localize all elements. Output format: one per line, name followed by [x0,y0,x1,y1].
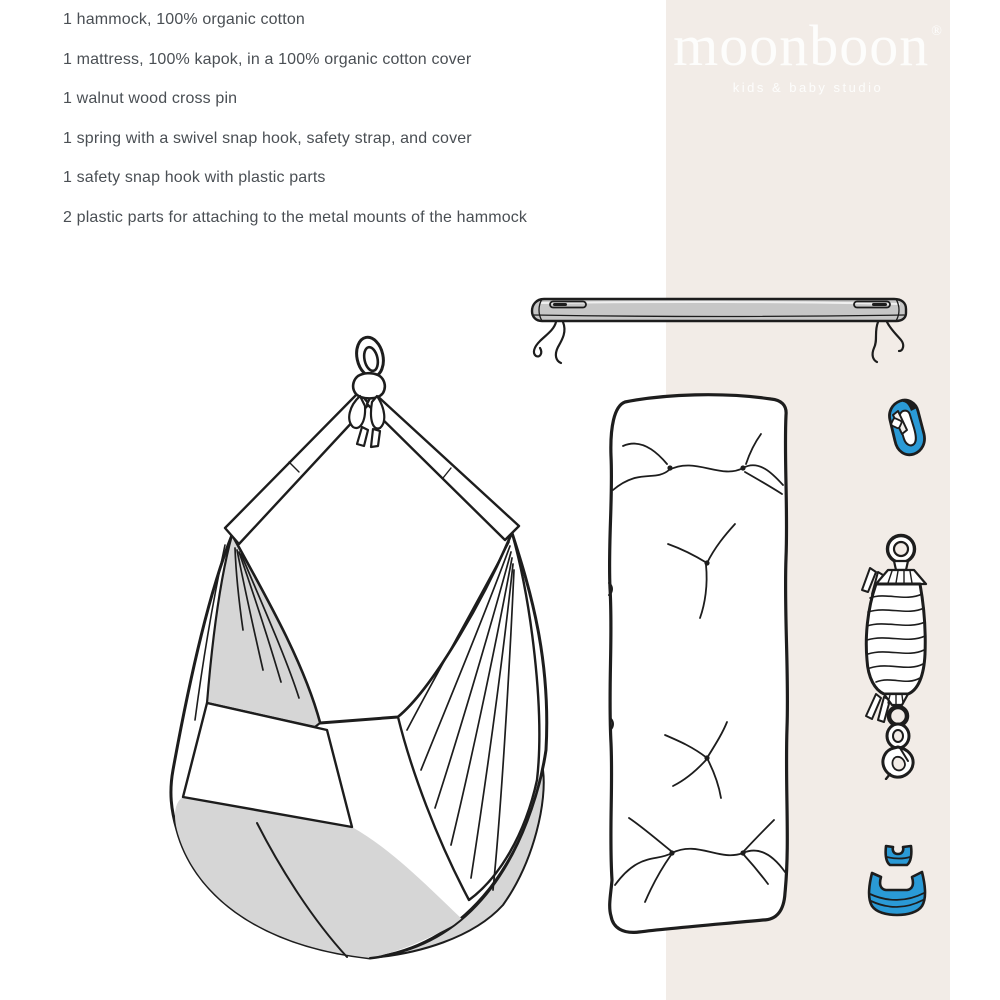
hammock-knot-bow [349,373,385,447]
brand-logo [666,13,950,78]
spring-top-ring [888,536,915,563]
carabiner-illustration [881,396,929,460]
swivel-ring [889,707,907,725]
parts-list-item: 2 plastic parts for attaching to the metal mounts of the hammock [63,208,528,226]
plastic-parts-illustration [862,838,932,922]
brand-tagline: kids & baby studio [732,79,884,95]
parts-list-item: 1 mattress, 100% kapok, in a 100% organic cotton cover [63,50,472,68]
parts-list-item: 1 hammock, 100% organic cotton [63,11,305,28]
parts-list [63,0,527,237]
plastic-part-large [869,872,925,915]
parts-list-item: 1 spring with a swivel snap hook, safety strap, and cover [63,129,472,147]
plastic-part-small [886,846,912,865]
swivel-snap-hook [883,747,913,779]
parts-list-item: 1 walnut wood cross pin [63,90,238,107]
brand-wordmark: moonboon [673,13,930,78]
registered-trademark-symbol: ® [931,24,943,39]
mattress-illustration [601,388,795,940]
hammock-illustration [163,330,587,970]
hammock-strap-right [367,392,519,540]
parts-list-item: 1 safety snap hook with plastic parts [63,169,326,186]
bar-strap-strings-right [873,322,904,362]
spring-illustration [850,528,934,780]
hammock-strap-left [225,392,369,544]
